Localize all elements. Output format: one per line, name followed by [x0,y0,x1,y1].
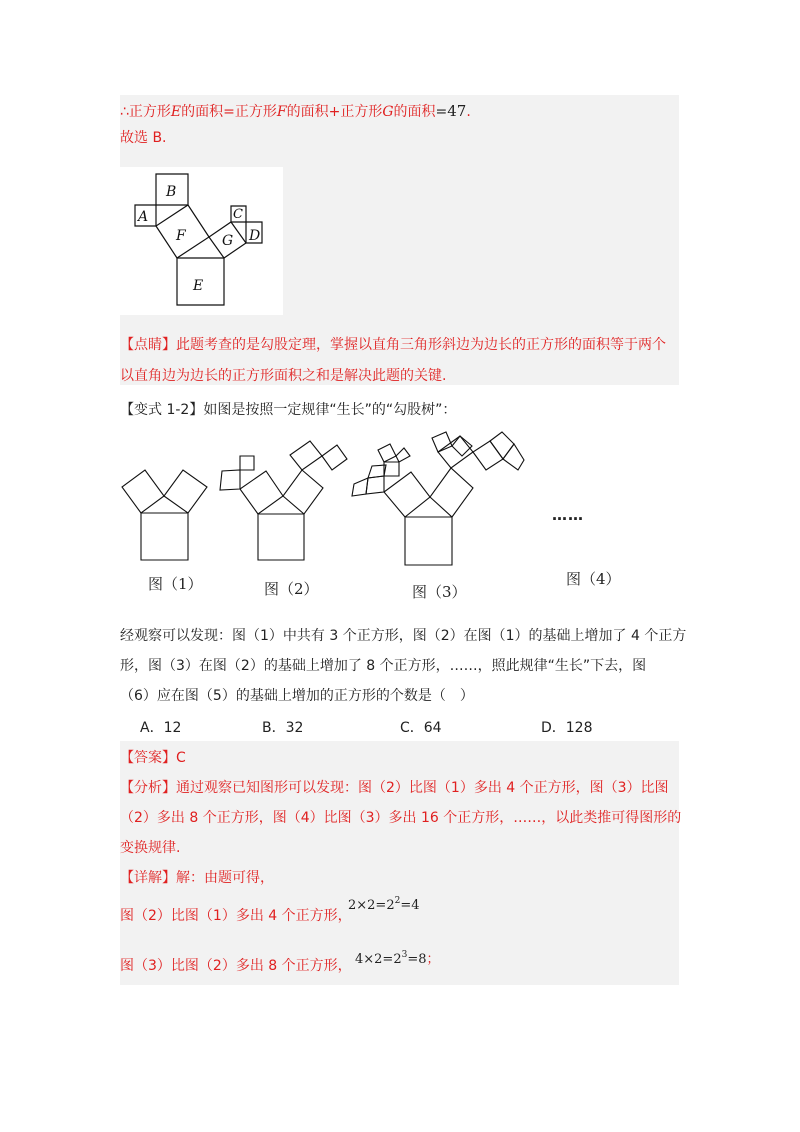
label-c: C [233,207,243,222]
caption-fig-4: 图（4） [566,570,621,588]
tree-1 [122,470,207,560]
comment-line-1: 【点睛】此题考查的是勾股定理，掌握以直角三角形斜边为边长的正方形的面积等于两个 [120,337,666,353]
label-b: B [166,184,177,200]
conclusion-line: ∴正方形E的面积=正方形F的面积+正方形G的面积=47. [120,102,471,120]
analysis-line-2: （2）多出 8 个正方形，图（4）比图（3）多出 16 个正方形，……，以此类推可得图形的 [120,810,682,826]
label-d: D [249,228,261,244]
growth-ellipsis: …… [552,506,584,524]
tree-2 [220,441,347,560]
question-line-2: 形，图（3）在图（2）的基础上增加了 8 个正方形，……，照此规律“生长”下去，图 [120,658,647,674]
choice-line: 故选 B. [120,130,167,146]
question-line-1: 经观察可以发现：图（1）中共有 3 个正方形，图（2）在图（1）的基础上增加了 4 个正方 [120,628,687,644]
caption-fig-1: 图（1） [148,575,203,593]
comment-line-2: 以直角边为边长的正方形面积之和是解决此题的关键. [120,368,447,384]
tree-3 [352,432,524,565]
label-g: G [222,233,234,249]
caption-fig-3: 图（3） [412,583,467,601]
caption-fig-2: 图（2） [264,580,319,598]
equation-2: $4\times 2=2^3=8$； [355,950,440,967]
step-line-2: 图（3）比图（2）多出 8 个正方形， [120,958,352,974]
detail-line: 【详解】解：由题可得， [120,870,274,886]
step-line-1: 图（2）比图（1）多出 4 个正方形， [120,908,352,924]
option-a[interactable]: A．12 [140,720,182,736]
option-b[interactable]: B．32 [262,720,304,736]
answer-line: 【答案】C [120,750,186,766]
option-c[interactable]: C．64 [400,720,442,736]
option-d[interactable]: D．128 [541,720,593,736]
label-a: A [138,209,149,225]
analysis-line-3: 变换规律. [120,840,181,856]
analysis-line-1: 【分析】通过观察已知图形可以发现：图（2）比图（1）多出 4 个正方形，图（3）比图 [120,780,669,796]
variant-heading: 【变式 1-2】如图是按照一定规律“生长”的“勾股树”： [120,402,457,418]
equation-1: $2\times 2=2^2=4$ [348,896,420,913]
label-f: F [176,228,186,244]
label-e: E [193,278,204,294]
question-line-3: （6）应在图（5）的基础上增加的正方形的个数是（ ） [120,688,474,704]
